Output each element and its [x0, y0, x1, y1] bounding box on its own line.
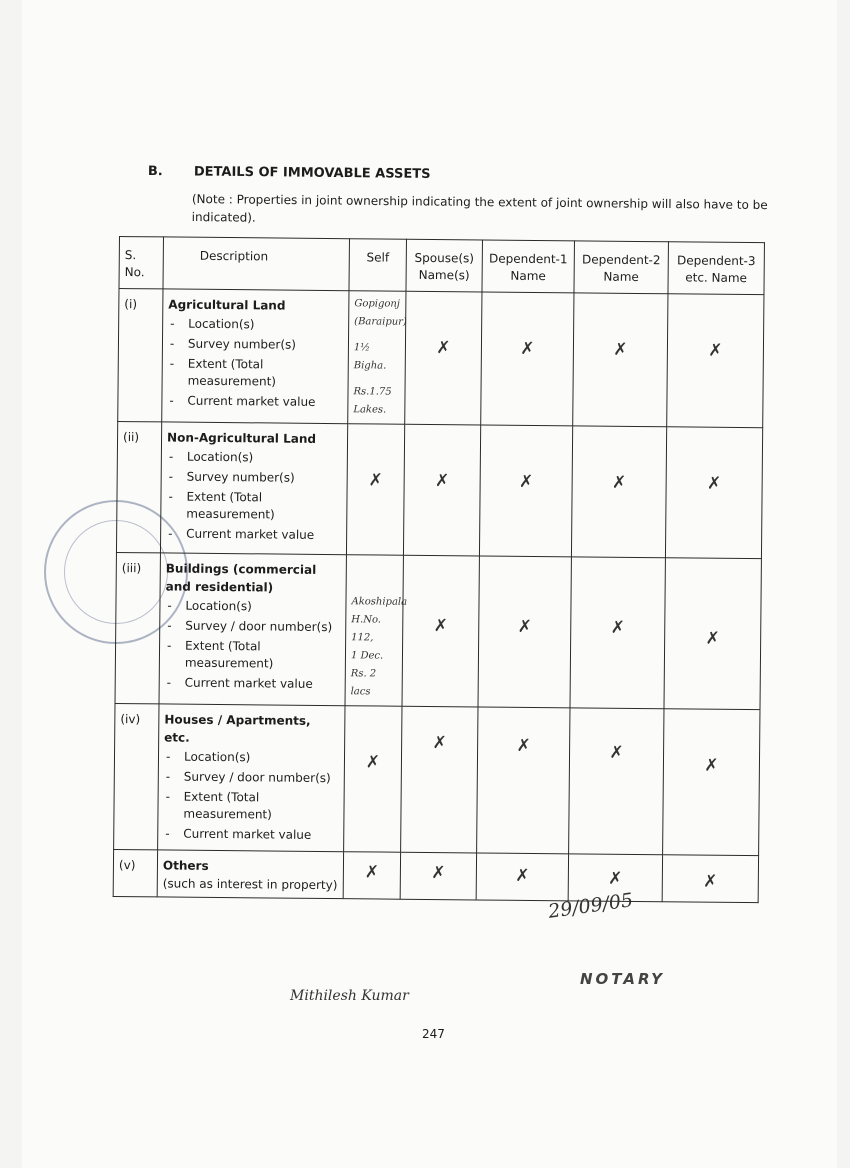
cell: [662, 855, 758, 903]
cross-mark-icon: ✗: [436, 338, 451, 359]
row-number: (i): [118, 289, 163, 422]
header-sno: S. No.: [119, 237, 163, 289]
list-item: - Current market value: [165, 674, 340, 693]
row-number: (iii): [115, 552, 160, 703]
row-description: [158, 704, 345, 852]
cell: [667, 294, 764, 428]
cross-mark-icon: ✗: [368, 470, 383, 491]
cell: [403, 424, 480, 556]
page-number: 247: [422, 1027, 445, 1041]
cross-mark-icon: ✗: [518, 471, 534, 492]
list-item: - Current market value: [166, 525, 341, 544]
cross-mark-icon: ✗: [516, 735, 531, 756]
cell: [343, 852, 400, 900]
list-item: - Survey number(s): [167, 468, 342, 487]
row-items: [166, 448, 342, 544]
list-item: - Location(s): [167, 448, 342, 467]
cell: [402, 555, 479, 707]
header-dependent-2: Dependent-2 Name: [574, 241, 668, 294]
handwritten-line: Rs. 2 lacs: [350, 668, 377, 698]
handwritten-line: 1½ Bigha.: [353, 342, 387, 372]
header-self: Self: [349, 239, 406, 292]
cross-mark-icon: ✗: [708, 340, 723, 361]
row-description: [162, 289, 349, 424]
immovable-assets-table: [113, 236, 765, 903]
assets-table-wrapper: [113, 236, 765, 903]
cross-mark-icon: ✗: [703, 871, 718, 892]
cross-mark-icon: ✗: [517, 616, 532, 637]
cell: [401, 706, 478, 853]
cell: [665, 427, 762, 559]
self-entry: [348, 291, 406, 425]
header-spouse: Spouse(s) Name(s): [406, 239, 482, 292]
list-item: - Current market value: [167, 392, 342, 411]
list-item: - Survey number(s): [168, 335, 343, 354]
cell: [481, 292, 574, 426]
list-item: - Extent (Total measurement): [166, 488, 341, 524]
handwritten-line: Gopigonj: [354, 298, 400, 310]
list-item: - Survey / door number(s): [164, 768, 339, 787]
table-row: [116, 421, 762, 558]
row-title: Houses / Apartments, etc.: [164, 712, 311, 745]
cross-mark-icon: ✗: [433, 616, 448, 637]
cell: [569, 708, 664, 855]
row-title: Non-Agricultural Land: [167, 430, 317, 446]
cell: [405, 291, 482, 425]
cross-mark-icon: ✗: [608, 868, 623, 889]
row-title: Buildings (commercial and residential): [165, 561, 317, 595]
row-items: [165, 597, 341, 693]
header-dependent-3: Dependent-3 etc. Name: [668, 242, 764, 295]
cross-mark-icon: ✗: [609, 742, 624, 763]
list-item: - Extent (Total measurement): [168, 355, 343, 391]
row-number: (v): [113, 849, 157, 896]
section-note: (Note : Properties in joint ownership indicating the extent of joint ownership will also have to be indicated).: [191, 191, 768, 225]
table-row: [114, 703, 760, 855]
table-row: [118, 289, 764, 428]
handwritten-line: Akoshipala: [351, 596, 408, 608]
cell: [664, 558, 761, 710]
cell: [344, 706, 402, 853]
handwritten-line: Rs.1.75 Lakes.: [353, 386, 392, 416]
row-subtitle: (such as interest in property): [162, 876, 338, 893]
row-description: [160, 422, 347, 555]
list-item: - Extent (Total measurement): [163, 788, 338, 824]
cross-mark-icon: ✗: [706, 473, 722, 494]
cell: [476, 853, 568, 901]
row-number: (ii): [116, 421, 161, 552]
cross-mark-icon: ✗: [611, 472, 627, 493]
table-row: [113, 849, 758, 902]
cell: [573, 293, 668, 427]
cross-mark-icon: ✗: [515, 865, 530, 886]
cell: [571, 426, 666, 558]
row-items: [167, 315, 343, 411]
row-description: [157, 850, 343, 899]
section-heading: [148, 164, 431, 182]
list-item: - Extent (Total measurement): [165, 637, 340, 673]
cell: [478, 556, 571, 708]
cross-mark-icon: ✗: [704, 755, 719, 776]
cross-mark-icon: ✗: [434, 471, 450, 492]
row-title: Others: [162, 858, 209, 873]
notary-signature: 29/09/05: [546, 889, 635, 923]
self-entry: [345, 555, 408, 707]
cross-mark-icon: ✗: [431, 863, 446, 884]
cross-mark-icon: ✗: [520, 338, 535, 359]
cross-mark-icon: ✗: [432, 733, 447, 754]
table-row: [115, 552, 761, 709]
list-item: - Current market value: [163, 825, 338, 844]
cell: [346, 424, 404, 556]
cell: [477, 707, 570, 854]
handwritten-line: H.No. 112,: [351, 614, 382, 644]
cross-mark-icon: ✗: [705, 628, 720, 649]
cross-mark-icon: ✗: [613, 339, 628, 360]
list-item: - Survey / door number(s): [165, 617, 340, 636]
section-title: DETAILS OF IMMOVABLE ASSETS: [193, 164, 431, 182]
cell: [570, 557, 665, 709]
cell: [400, 852, 476, 900]
list-item: - Location(s): [165, 597, 340, 616]
notary-stamp-label: NOTARY: [580, 970, 666, 988]
cross-mark-icon: ✗: [364, 862, 380, 883]
header-dependent-1: Dependent-1 Name: [482, 240, 574, 293]
section-letter: B.: [147, 164, 163, 180]
handwritten-line: 1 Dec.: [350, 650, 384, 662]
cross-mark-icon: ✗: [365, 752, 381, 773]
header-description: Description: [163, 237, 349, 291]
row-title: Agricultural Land: [168, 297, 286, 313]
cell: [479, 425, 572, 557]
list-item: - Location(s): [164, 748, 339, 767]
row-description: [159, 553, 346, 706]
handwritten-line: (Baraipur): [354, 316, 407, 328]
row-items: [163, 748, 339, 844]
cross-mark-icon: ✗: [610, 617, 625, 638]
cell: [663, 709, 760, 856]
row-number: (iv): [114, 703, 159, 849]
list-item: - Location(s): [168, 315, 343, 334]
declarant-signature: Mithilesh Kumar: [290, 988, 409, 1004]
